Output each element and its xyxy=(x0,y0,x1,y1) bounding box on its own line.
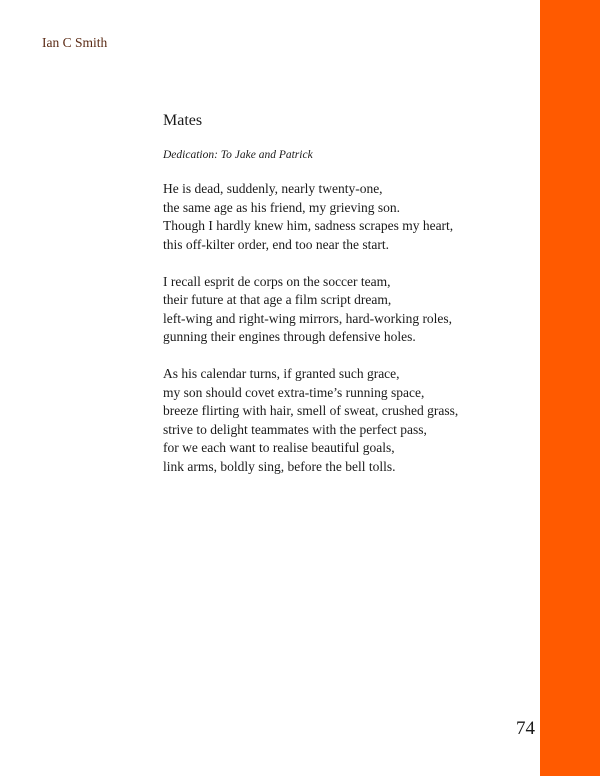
poem-title: Mates xyxy=(163,112,203,129)
poem-line: the same age as his friend, my grieving son. xyxy=(163,199,400,215)
poem-line: link arms, boldly sing, before the bell tolls. xyxy=(163,458,396,474)
stanza-1 xyxy=(163,180,493,254)
stanza-3 xyxy=(163,365,493,476)
poem-body xyxy=(163,180,493,495)
poem-line: gunning their engines through defensive holes. xyxy=(163,329,416,344)
author-name: Ian C Smith xyxy=(42,35,108,50)
poem-line: left-wing and right-wing mirrors, hard-working roles, xyxy=(163,310,453,326)
poem-line: strive to delight teammates with the perfect pass, xyxy=(163,421,427,437)
poem-line: I recall esprit de corps on the soccer team, xyxy=(163,273,391,289)
poem-line: He is dead, suddenly, nearly twenty-one, xyxy=(163,181,383,196)
poem-line: breeze flirting with hair, smell of sweat, crushed grass, xyxy=(163,403,459,418)
poem-line: Though I hardly knew him, sadness scrapes my heart, xyxy=(163,218,454,233)
orange-side-bar xyxy=(540,0,600,776)
page-number: 74 xyxy=(516,718,535,739)
poem-line: this off-kilter order, end too near the start. xyxy=(163,236,390,252)
poem-line: their future at that age a film script dream, xyxy=(163,292,392,307)
poem-line: for we each want to realise beautiful goals, xyxy=(163,440,395,455)
poem-line: my son should covet extra-time’s running space, xyxy=(163,384,425,400)
poem-dedication: Dedication: To Jake and Patrick xyxy=(163,149,313,161)
poem-line: As his calendar turns, if granted such grace, xyxy=(163,366,400,381)
stanza-2 xyxy=(163,273,493,347)
